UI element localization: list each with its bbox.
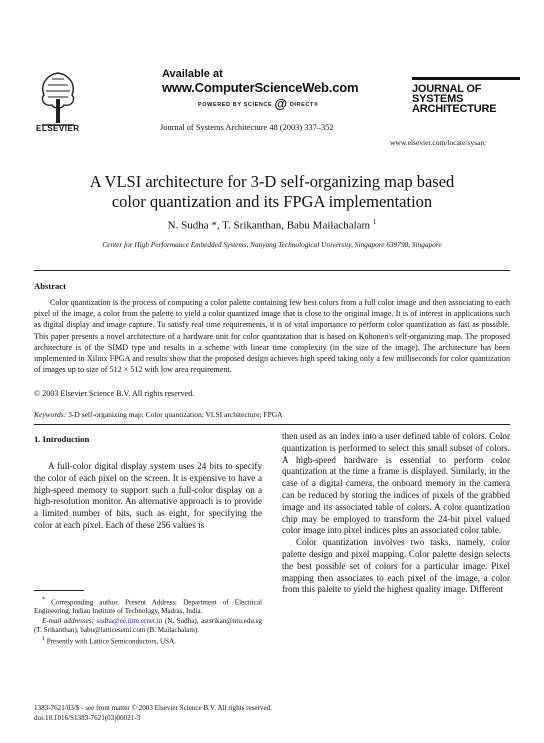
keywords [34,410,283,419]
author-footnote-mark: 1 [372,218,377,226]
footnote-text: Corresponding author. Present Address: Department of Electrical Engineering, Indian Institute of Technology, Madras, India. [34,598,262,616]
intro-paragraph-continued: then used as an index into a user defined table of colors. Color quantization is performed to select this small subset of colors. A high-speed hardware is essential to perform color quantization at the time a frame is displayed. Similarly, in the case of a digital camera, the onboard memory in the camera can be reduced by storing the indices of pixels of the grabbed image and its associated table of colors. A color quantization chip may be employed to transform the 24-bit pixel valued color image into pixel indices plus an associated color table. [282,431,510,536]
journal-logo-line: ARCHITECTURE [412,103,497,115]
journal-logo-rule [412,77,520,80]
direct-text: DIRECT® [289,102,319,108]
author-list [0,218,544,232]
footnote-emails [34,617,262,635]
footnote-mark: * [42,597,45,603]
doi-line: doi:10.1016/S1383-7621(03)00021-3 [34,713,141,722]
title-line: A VLSI architecture for 3-D self-organizing map based [89,172,455,191]
abstract-heading: Abstract [34,281,66,291]
footnote-present-address [34,635,262,646]
abstract-copyright: © 2003 Elsevier Science B.V. All rights reserved. [34,389,195,398]
abstract-body: Color quantization is the process of computing a color palette containing few best colors from a full color image and then associating to each pixel of the image, a color from the palette to yield a color quantized image that is close to the original image. It is of interest in applications such as digital display and image capture. To satisfy real time requirements, it is of vital importance to perform color quantization as fast as possible. This paper presents a novel architecture of a hardware unit for color quantization that is based on Kohonen's self-organizing map. The proposed architecture is of the SIMD type and results in a scheme with linear time complexity (in the size of the image). The architecture has been implemented in Xilinx FPGA and results show that the proposed design achieves high speed taking only a few milliseconds for color quantization of images up to size of 512 × 512 with low area requirement. [34,298,510,375]
sciencedirect-at-icon: @ [274,96,288,111]
email-link[interactable]: sudha@ee.iitm.ernet.in [96,616,163,625]
email-label: E-mail addresses: [42,616,94,625]
email-rest: (N. Sudha), astsrikan@ntu.edu.sg (T. Srikanthan), babu@latticesemi.com (B. Mailachalam). [34,616,262,634]
available-at-label: Available at [162,68,223,80]
journal-logo-line: SYSTEMS [412,93,464,105]
powered-by-text: POWERED BY SCIENCE [198,102,273,108]
abstract-bottom-rule [34,424,510,425]
left-column [34,434,262,532]
footnote-corresponding-author [34,596,262,617]
publisher-name: ELSEVIER [36,124,80,133]
intro-paragraph: A full-color digital display system uses 24 bits to specify the color of each pixel on the screen. It is expensive to have a high-speed memory to support such a full-color display on a high-resolution monitor. An alternative approach is to provide a limited number of bits, such as eight, for specifying the color at each pixel. Each of these 256 values is [34,461,262,530]
right-column [282,431,510,596]
powered-by-sciencedirect [198,96,319,111]
journal-site-url[interactable]: www.elsevier.com/locate/sysarc [390,138,487,147]
abstract-top-rule [34,270,510,271]
footnote-text: Presently with Lattice Semiconductors, USA. [46,637,176,646]
journal-logo [412,84,496,114]
computer-science-web-link[interactable]: www.ComputerScienceWeb.com [162,80,359,95]
front-matter-info [34,704,272,723]
keywords-label: Keywords: [34,410,67,419]
footnotes [34,596,262,646]
issn-line: 1383-7621/03/$ - see front matter © 2003 Elsevier Science B.V. All rights reserved. [34,704,272,712]
footnote-rule [34,590,84,591]
journal-reference: Journal of Systems Architecture 48 (2003) 337–352 [160,123,334,132]
article-title [0,172,544,212]
intro-paragraph: Color quantization involves two tasks, namely, color palette design and pixel mapping. Color palette design selects the best possible set of colors for a particular image. Pixel mapping then associates to each pixel of the image, a color from this palette to yield the highest quality image. Different [282,537,510,595]
keywords-text: 3-D self-organizing map; Color quantization; VLSI architecture; FPGA [68,410,283,419]
journal-logo-line: JOURNAL OF [412,83,482,95]
title-line: color quantization and its FPGA implementation [111,192,433,211]
footnote-mark: 1 [42,635,45,642]
affiliation: Center for High Performance Embedded Systems, Nanyang Technological University, Singapore 639798, Singapore [102,240,442,249]
authors-text: N. Sudha *, T. Srikanthan, Babu Mailachalam [167,219,371,232]
section-heading: 1. Introduction [34,434,90,444]
